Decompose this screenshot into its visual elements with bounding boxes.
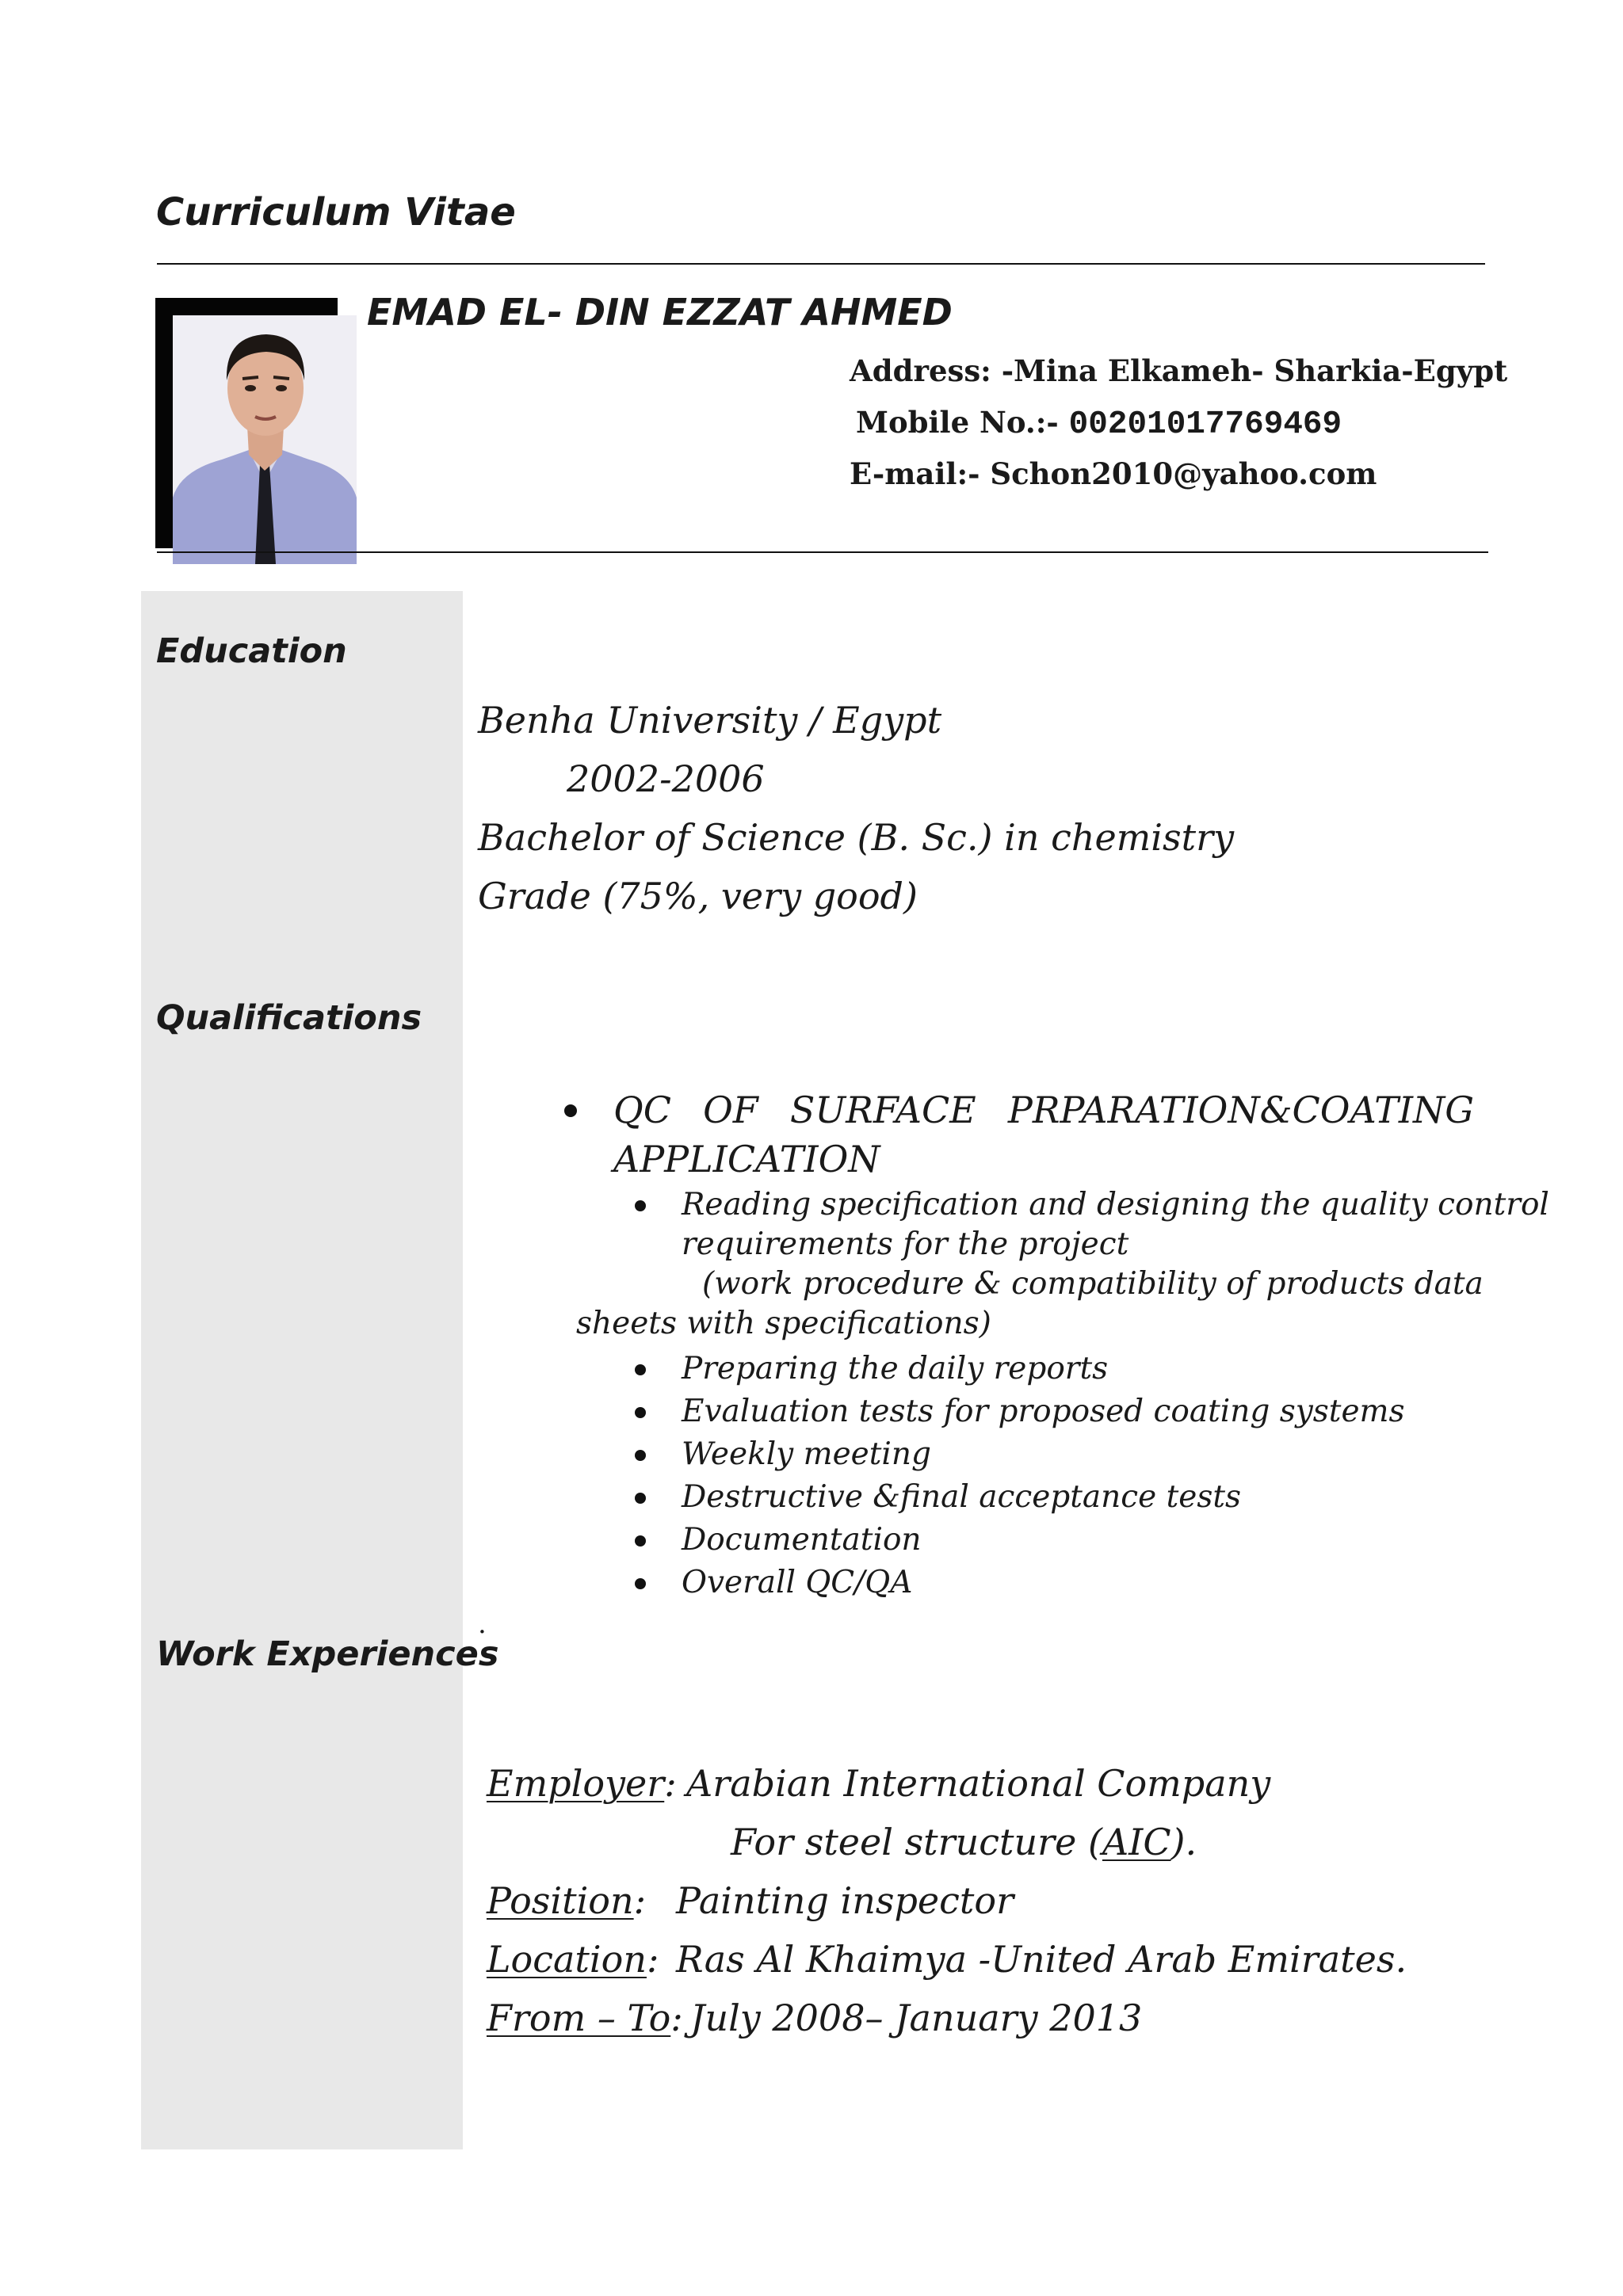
- qualification-item: Documentation: [682, 1522, 922, 1558]
- qualification-item-continued: (work procedure & compatibility of products data: [702, 1266, 1484, 1302]
- bullet-icon: [635, 1450, 646, 1461]
- education-years: 2002-2006: [567, 757, 765, 800]
- employer-value-line2: [731, 1821, 1197, 1863]
- section-label-work: Work Experiences: [156, 1634, 499, 1674]
- bullet-icon: [564, 1104, 577, 1117]
- mobile-label: Mobile No.:-: [856, 405, 1069, 440]
- bullet-icon: [635, 1200, 646, 1211]
- location-label-text: Location: [487, 1938, 647, 1981]
- bullet-icon: [635, 1364, 646, 1375]
- qualification-item: Destructive &final acceptance tests: [682, 1479, 1242, 1515]
- position-label: [487, 1879, 646, 1922]
- mobile-line: [856, 405, 1342, 443]
- education-university: Benha University / Egypt: [478, 699, 942, 742]
- employer-line2-prefix: For steel structure (: [731, 1821, 1102, 1863]
- colon: :: [664, 1762, 677, 1805]
- employer-value: Arabian International Company: [686, 1762, 1271, 1805]
- location-label: [487, 1938, 659, 1981]
- bullet-icon: [635, 1535, 646, 1547]
- address-line: [850, 353, 1507, 388]
- cv-title: Curriculum Vitae: [156, 190, 516, 235]
- qualification-title-word: SURFACE: [789, 1089, 976, 1131]
- qualification-item-continued: sheets with specifications): [576, 1306, 991, 1341]
- header-divider: [157, 551, 1488, 553]
- section-label-education: Education: [156, 631, 347, 671]
- section-sidebar: [141, 591, 463, 2149]
- position-label-text: Position: [487, 1879, 634, 1922]
- from-to-label-text: From – To: [487, 1997, 671, 2039]
- employer-line2-suffix: ).: [1170, 1821, 1197, 1863]
- title-divider: [157, 263, 1485, 265]
- section-label-qualifications: Qualifications: [156, 998, 422, 1038]
- from-to-value: July 2008– January 2013: [690, 1997, 1143, 2039]
- bullet-icon: [635, 1578, 646, 1589]
- employer-abbr: AIC: [1102, 1821, 1171, 1863]
- address-label: Address:: [850, 353, 1002, 388]
- profile-photo: [173, 315, 357, 564]
- qualification-item: Preparing the daily reports: [682, 1351, 1109, 1386]
- email-value: Schon2010@yahoo.com: [990, 456, 1377, 491]
- qualification-title-word: PRPARATION&COATING: [1007, 1089, 1475, 1131]
- qualification-item-continued: requirements for the project: [682, 1226, 1129, 1262]
- employer-label: [487, 1762, 677, 1805]
- qualification-item: Overall QC/QA: [682, 1565, 913, 1600]
- qualification-title-line2: APPLICATION: [613, 1138, 880, 1180]
- colon: :: [646, 1938, 659, 1981]
- employer-label-text: Employer: [487, 1762, 665, 1805]
- email-label: E-mail:-: [850, 456, 991, 491]
- mobile-value: 00201017769469: [1068, 406, 1342, 443]
- candidate-name: EMAD EL- DIN EZZAT AHMED: [367, 291, 953, 334]
- qualification-title-word: OF: [703, 1089, 758, 1131]
- qualification-item: Weekly meeting: [682, 1436, 931, 1472]
- qualification-item: Reading specification and designing the quality control: [682, 1187, 1549, 1222]
- education-degree: Bachelor of Science (B. Sc.) in chemistry: [478, 816, 1235, 859]
- colon: :: [670, 1997, 683, 2039]
- qualification-title: [613, 1089, 1474, 1131]
- bullet-icon: [635, 1407, 646, 1418]
- address-value: -Mina Elkameh- Sharkia-Egypt: [1001, 353, 1508, 388]
- trailing-dot: .: [478, 1608, 487, 1640]
- education-grade: Grade (75%, very good): [478, 875, 918, 917]
- qualification-title-word: QC: [613, 1089, 671, 1131]
- bullet-icon: [635, 1493, 646, 1504]
- from-to-label: [487, 1997, 683, 2039]
- email-line: [850, 456, 1377, 491]
- position-value: Painting inspector: [676, 1879, 1014, 1922]
- qualification-item: Evaluation tests for proposed coating systems: [682, 1394, 1405, 1429]
- location-value: Ras Al Khaimya -United Arab Emirates.: [676, 1938, 1407, 1981]
- colon: :: [633, 1879, 647, 1922]
